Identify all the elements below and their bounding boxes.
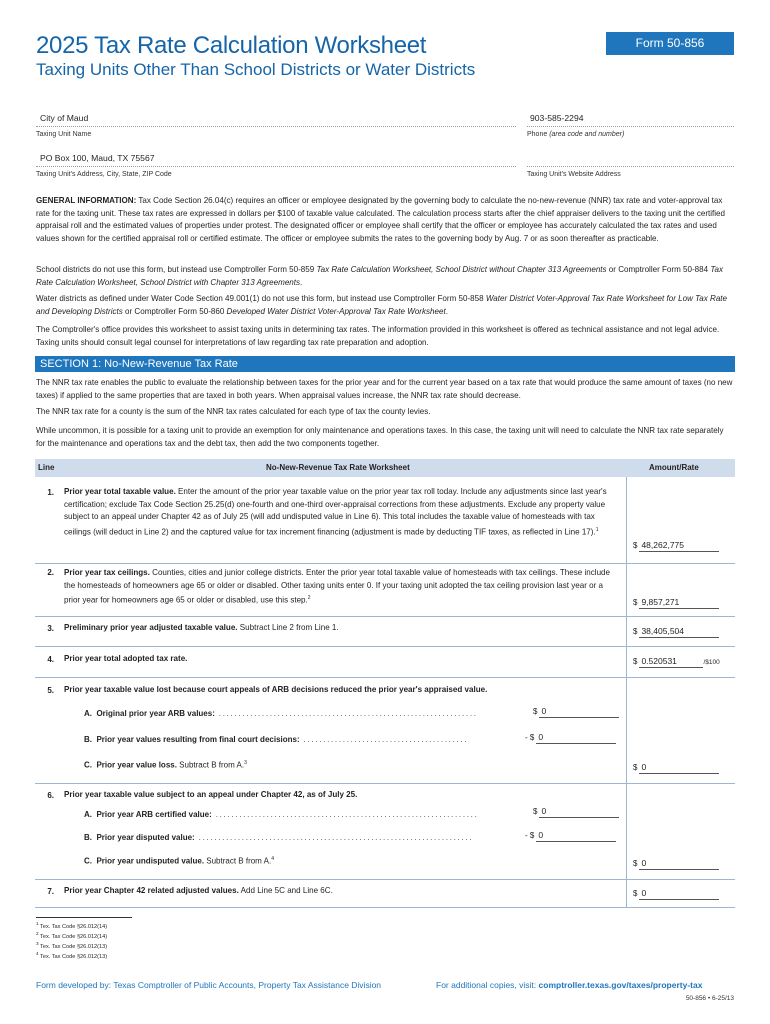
col-worksheet-header: No-New-Revenue Tax Rate Worksheet	[266, 463, 410, 472]
unit-name-line	[36, 126, 516, 127]
line-6b: B. Prior year disputed value: ......................................................................	[84, 833, 474, 842]
phone-value[interactable]: 903-585-2294	[530, 113, 584, 123]
amount-column-divider	[626, 477, 627, 907]
line-6b-amount[interactable]: - $ 0	[525, 830, 616, 842]
row-divider	[35, 646, 735, 647]
comptroller-note: The Comptroller's office provides this worksheet to assist taxing units in determining tax rates. The information provided in this worksheet is offered as technical assistance and not legal advice. Taxing units should consult legal counsel for interpretations of law regarding tax rate preparation and adoption.	[36, 325, 720, 347]
phone-label: Phone (area code and number)	[527, 131, 625, 138]
row-divider	[35, 879, 735, 880]
general-information: GENERAL INFORMATION: Tax Code Section 26.04(c) requires an officer or employee designated by the governing body to calculate the no-new-revenue (NNR) tax rate and voter-approval tax rate for the taxing unit. These tax rates are expressed in dollars per $100 of taxable value calculated. The calculation process starts after the chief appraiser delivers to the taxing unit the certified appraisal roll and the estimated values of properties under protest. The designated officer or employee shall certify that the officer or employee has accurately calculated the tax rates and used values shown for the certified appraisal roll or certified estimate. The officer or employee submits the rates to the governing body by Aug. 7 or as soon thereafter as practicable.	[36, 196, 725, 243]
line-7-description: Prior year Chapter 42 related adjusted values. Add Line 5C and Line 6C.	[64, 886, 333, 895]
line-5-number: 5.	[47, 686, 54, 695]
row-divider	[35, 563, 735, 564]
line-4-number: 4.	[47, 655, 54, 664]
line-1-description: Prior year total taxable value. Enter the amount of the prior year taxable value on the prior year tax roll today. Include any adjustments since last year's certification; exclude Tax Code Section 25.25(d) one-fourth and one-third over-appraisal corrections from these adjustments. Exclude any property value subject to an appeal under Chapter 42 as of July 25 (will add undisputed value in Line 6). This total includes the taxable value of homesteads with tax ceilings (will deduct in Line 2) and the captured value for tax increment financing (adjustment is made by deducting TIF taxes, as reflected in Line 17).$^1$	[64, 487, 607, 537]
line-5-description: Prior year taxable value lost because court appeals of ARB decisions reduced the prior year's appraised value.	[64, 685, 488, 694]
footnote-rule	[36, 917, 132, 918]
worksheet-table-header	[35, 459, 735, 477]
line-3-number: 3.	[47, 624, 54, 633]
form-subtitle: Taxing Units Other Than School Districts or Water Districts	[36, 60, 476, 79]
website-line[interactable]	[527, 166, 734, 167]
line-6-description: Prior year taxable value subject to an appeal under Chapter 42, as of July 25.	[64, 790, 358, 799]
line-5c: C. Prior year value loss. Subtract B from A.$^3$	[84, 760, 247, 770]
phone-line	[527, 126, 734, 127]
footer-copies: For additional copies, visit: comptroller.texas.gov/taxes/property-tax	[436, 980, 703, 990]
line-1-amount[interactable]: $ 48,262,775	[633, 540, 719, 552]
footer-developer: Form developed by: Texas Comptroller of Public Accounts, Property Tax Assistance Division	[36, 980, 382, 990]
line-2-description: Prior year tax ceilings. Counties, cities and junior college districts. Enter the prior year total taxable value of homesteads with tax ceilings. These include the homesteads of homeowners age 65 or older or disabled. Other taxing units enter 0. If your taxing unit adopted the tax ceiling provision last year or a prior year for homeowners age 65 or older or disabled, use this step.$^2$	[64, 568, 610, 605]
line-6a-amount[interactable]: $ 0	[533, 806, 619, 818]
unit-name-value[interactable]: City of Maud	[40, 113, 89, 123]
row-divider	[35, 783, 735, 784]
line-1-number: 1.	[47, 488, 54, 497]
address-label: Taxing Unit's Address, City, State, ZIP Code	[36, 171, 172, 178]
website-label: Taxing Unit's Website Address	[527, 171, 621, 178]
line-4-description: Prior year total adopted tax rate.	[64, 654, 188, 663]
line-2-amount[interactable]: $ 9,857,271	[633, 597, 719, 609]
row-divider	[35, 907, 735, 908]
form-title: 2025 Tax Rate Calculation Worksheet	[36, 32, 427, 59]
line-6c: C. Prior year undisputed value. Subtract B from A.$^4$	[84, 856, 274, 866]
unit-name-label: Taxing Unit Name	[36, 131, 92, 138]
line-3-amount[interactable]: $ 38,405,504	[633, 626, 719, 638]
line-6a: A. Prior year ARB certified value: ...................................................................	[84, 810, 479, 819]
section-1-header: SECTION 1: No-New-Revenue Tax Rate	[35, 356, 735, 372]
line-5c-amount[interactable]: $ 0	[633, 762, 719, 774]
section-1-exemption-note: While uncommon, it is possible for a taxing unit to provide an exemption for only maintenance and operations taxes. In this case, the taxing unit will need to calculate the NNR tax rate separately for the maintenance and operations tax and the debt tax, then add the two components together.	[36, 426, 724, 448]
address-line	[36, 166, 516, 167]
line-5b: B. Prior year values resulting from final court decisions: ..........................................	[84, 735, 469, 744]
line-7-number: 7.	[47, 887, 54, 896]
line-5b-amount[interactable]: - $ 0	[525, 732, 616, 744]
address-value[interactable]: PO Box 100, Maud, TX 75567	[40, 153, 155, 163]
section-1-county-note: The NNR tax rate for a county is the sum of the NNR tax rates calculated for each type of tax the county levies.	[36, 407, 431, 416]
footer-link[interactable]: comptroller.texas.gov/taxes/property-tax	[538, 980, 703, 990]
col-amount-header: Amount/Rate	[649, 463, 699, 472]
footnote-4: $^4$ Tex. Tax Code §26.012(13)	[36, 951, 108, 960]
row-divider	[35, 616, 735, 617]
line-3-description: Preliminary prior year adjusted taxable value. Subtract Line 2 from Line 1.	[64, 623, 339, 632]
footnote-2: $^2$ Tex. Tax Code §26.012(14)	[36, 931, 108, 940]
section-1-intro: The NNR tax rate enables the public to evaluate the relationship between taxes for the prior year and for the current year based on a tax rate that would produce the same amount of taxes (no new taxes) if applied to the same properties that are taxed in both years. When appraisal values increase, the NNR tax rate should decrease.	[36, 378, 733, 400]
line-5a: A. Original prior year ARB values: ..................................................................	[84, 709, 478, 718]
row-divider	[35, 677, 735, 678]
line-5a-amount[interactable]: $ 0	[533, 706, 619, 718]
col-line-header: Line	[38, 463, 55, 472]
line-2-number: 2.	[47, 568, 54, 577]
line-4-amount[interactable]: $ 0.520531 /$100	[633, 656, 720, 666]
footnote-1: $^1$ Tex. Tax Code §26.012(14)	[36, 921, 108, 930]
line-6-number: 6.	[47, 791, 54, 800]
footer-form-code: 50-856 • 6-25/13	[685, 995, 734, 1002]
form-number-badge: Form 50-856	[606, 32, 734, 55]
line-7-amount[interactable]: $ 0	[633, 888, 719, 900]
footnote-3: $^3$ Tex. Tax Code §26.012(13)	[36, 941, 108, 950]
water-districts-note: Water districts as defined under Water Code Section 49.001(1) do not use this form, but instead use Comptroller Form 50-858 Water District Voter-Approval Tax Rate Worksheet for Low Tax Rate and Developing Districts or Comptroller Form 50-860 Developed Water District Voter-Approval Tax Rate Worksheet.	[36, 294, 728, 316]
line-6c-amount[interactable]: $ 0	[633, 858, 719, 870]
school-districts-note: School districts do not use this form, but instead use Comptroller Form 50-859 Tax Rate Calculation Worksheet, School District without Chapter 313 Agreements or Comptroller Form 50-884 Tax Rate Calculation Worksheet, School District with Chapter 313 Agreements.	[36, 265, 723, 287]
